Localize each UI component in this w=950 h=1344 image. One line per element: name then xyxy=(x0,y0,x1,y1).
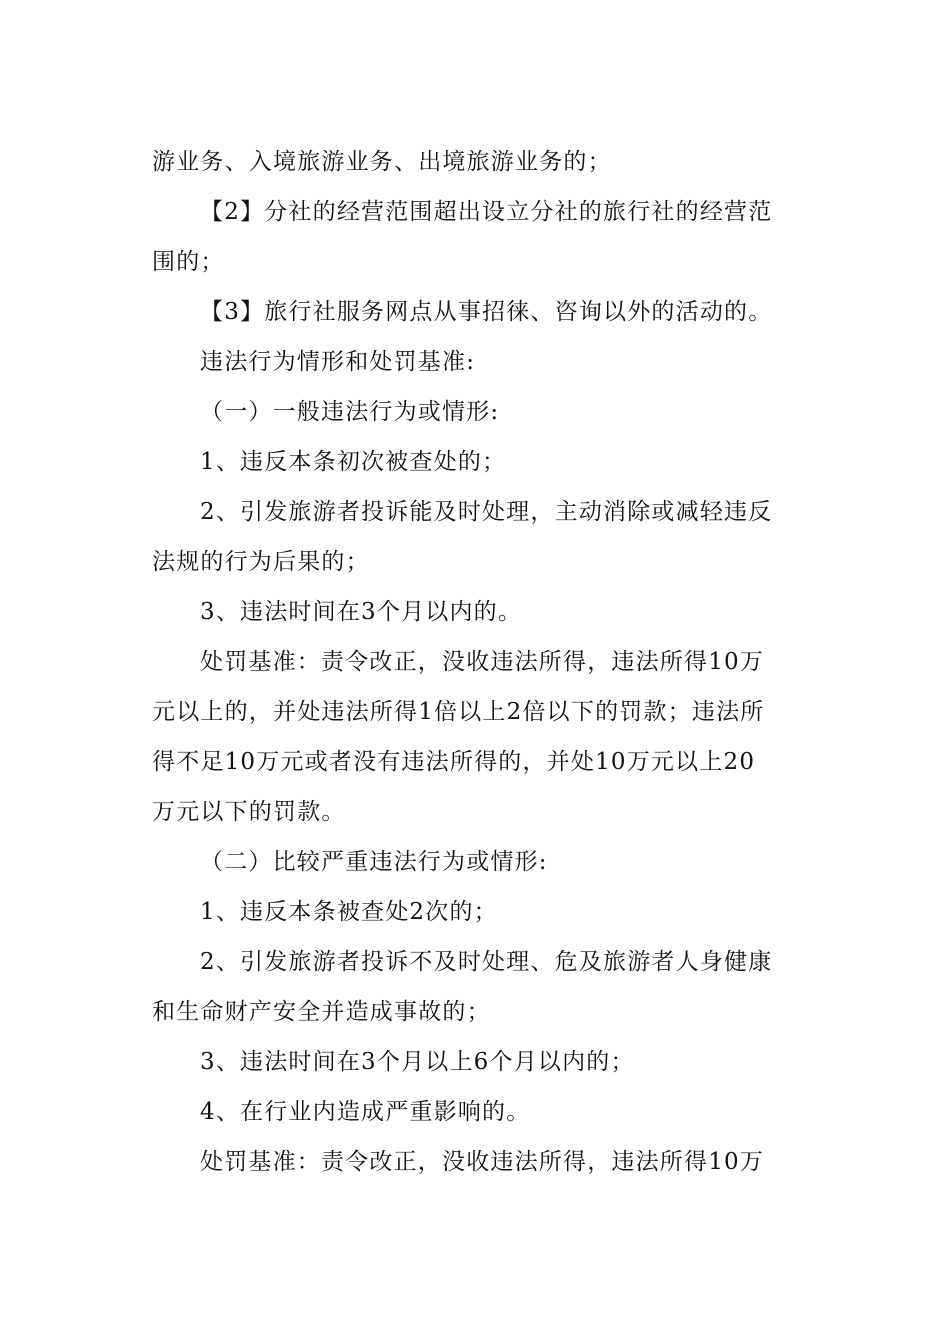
text-line: 万元以下的罚款。 xyxy=(152,799,346,825)
section-heading: （一）一般违法行为或情形: xyxy=(200,399,500,425)
list-item: 3、违法时间在3个月以内的。 xyxy=(200,599,523,625)
text-line: 元以上的，并处违法所得1倍以上2倍以下的罚款；违法所 xyxy=(152,699,765,725)
section-heading: 违法行为情形和处罚基准: xyxy=(200,349,476,375)
list-item: 1、违反本条初次被查处的； xyxy=(200,449,507,475)
list-item: 2、引发旅游者投诉不及时处理、危及旅游者人身健康 xyxy=(200,949,773,975)
text-line: 围的； xyxy=(152,249,225,275)
list-item: 4、在行业内造成严重影响的。 xyxy=(200,1099,531,1125)
text-line: 游业务、入境旅游业务、出境旅游业务的； xyxy=(152,149,612,175)
penalty-standard: 处罚基准：责令改正，没收违法所得，违法所得10万 xyxy=(200,1149,765,1175)
section-heading: （二）比较严重违法行为或情形: xyxy=(200,849,548,875)
list-item: 2、引发旅游者投诉能及时处理，主动消除或减轻违反 xyxy=(200,499,773,525)
document-body xyxy=(152,137,812,1187)
text-line: 【3】旅行社服务网点从事招徕、咨询以外的活动的。 xyxy=(200,299,773,325)
list-item: 3、违法时间在3个月以上6个月以内的； xyxy=(200,1049,635,1075)
text-line: 法规的行为后果的； xyxy=(152,549,370,575)
penalty-standard: 处罚基准：责令改正，没收违法所得，违法所得10万 xyxy=(200,649,765,675)
text-line: 得不足10万元或者没有违法所得的，并处10万元以上20 xyxy=(152,749,756,775)
text-line: 【2】分社的经营范围超出设立分社的旅行社的经营范 xyxy=(200,199,773,225)
list-item: 1、违反本条被查处2次的； xyxy=(200,899,498,925)
text-line: 和生命财产安全并造成事故的； xyxy=(152,999,491,1025)
